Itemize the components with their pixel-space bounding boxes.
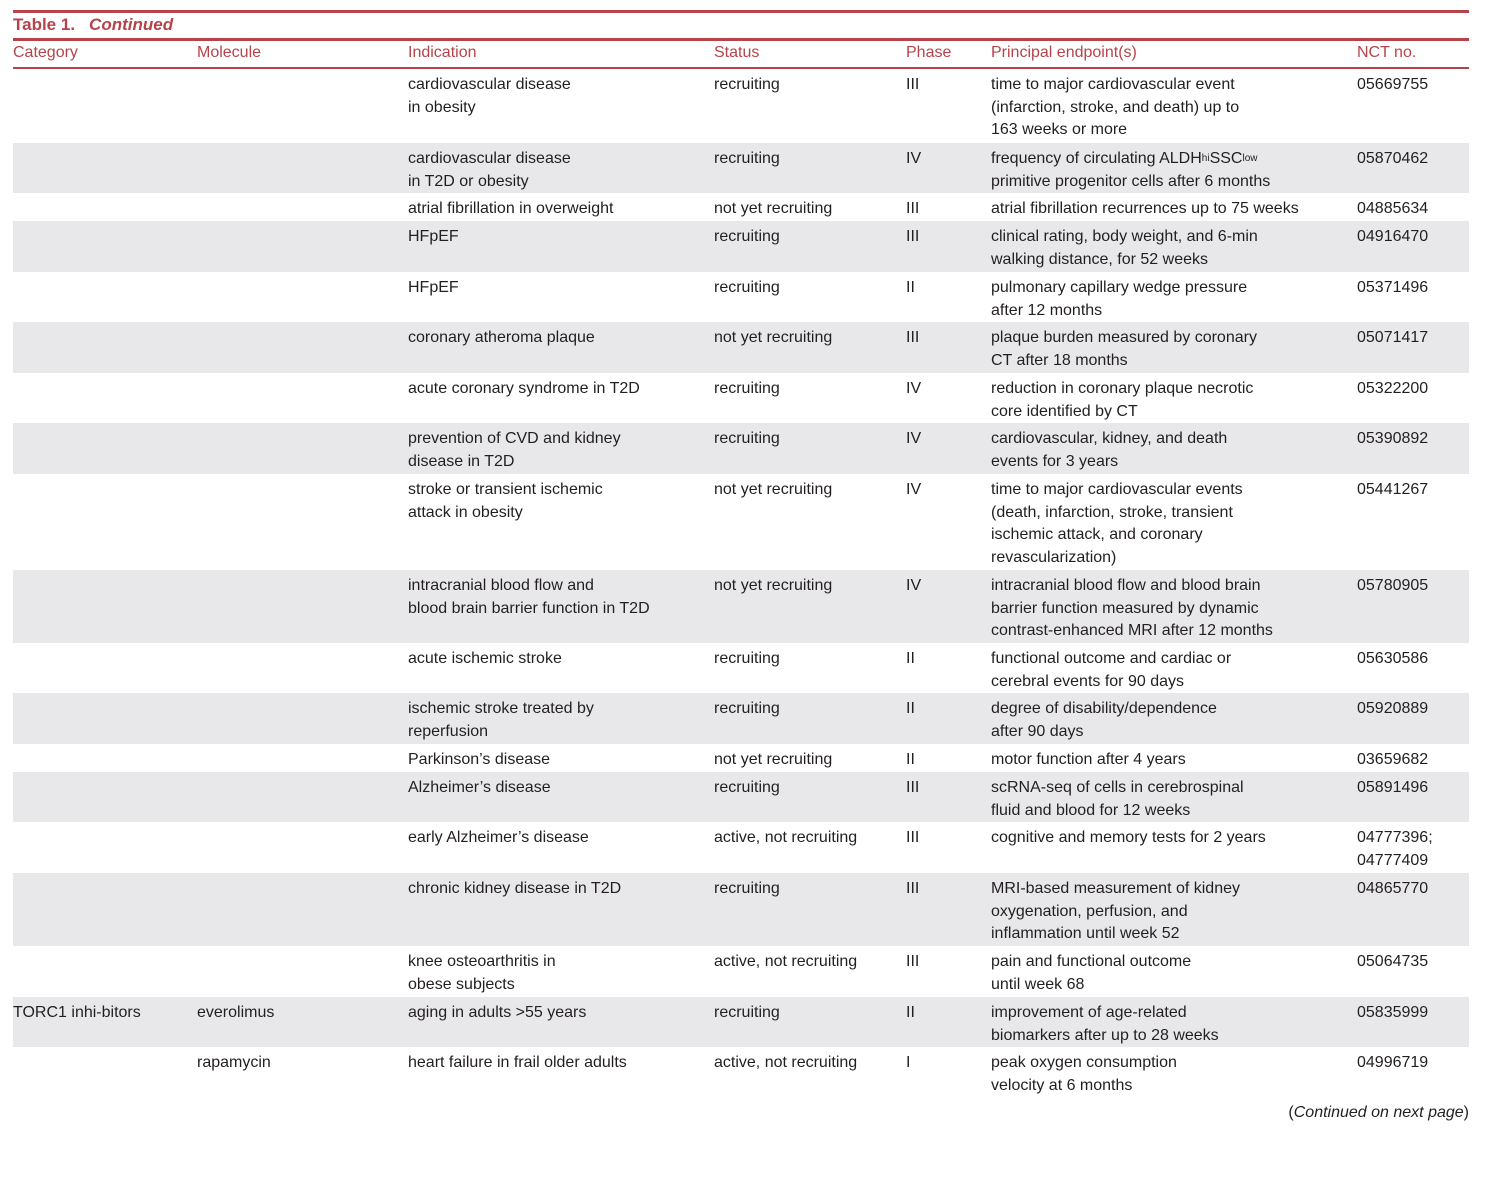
table-row — [13, 1047, 1469, 1098]
cell-nct-line: 05835999 — [1357, 1004, 1429, 1021]
continued-footnote-text: Continued on next page — [1293, 1104, 1464, 1121]
cell-nct-line: 04865770 — [1357, 880, 1429, 897]
cell-nct-line: 04916470 — [1357, 228, 1429, 245]
cell-endpoint-line: time to major cardiovascular event — [991, 76, 1235, 93]
cell-nct-line: 05870462 — [1357, 150, 1429, 167]
cell-status: not yet recruiting — [714, 751, 833, 768]
cell-endpoint-line: cerebral events for 90 days — [991, 672, 1184, 690]
cell-molecule: everolimus — [197, 1004, 275, 1021]
cell-nct-line: 05669755 — [1357, 76, 1429, 93]
cell-indication-line: HFpEF — [408, 279, 459, 296]
cell-indication-line: coronary atheroma plaque — [408, 329, 595, 346]
cell-category: TORC1 inhi-bitors — [13, 1004, 141, 1021]
cell-nct-line: 05441267 — [1357, 481, 1429, 498]
cell-indication — [408, 1052, 627, 1075]
cell-phase: III — [906, 953, 920, 970]
cell-endpoint-line: peak oxygen consumption — [991, 1054, 1177, 1071]
cell-indication — [408, 327, 595, 350]
cell-phase: III — [906, 829, 920, 846]
cell-endpoint-line: MRI-based measurement of kidney — [991, 880, 1240, 897]
cell-nct — [1357, 1002, 1428, 1025]
cell-status: not yet recruiting — [714, 481, 833, 498]
cell-phase: IV — [906, 577, 922, 594]
cell-phase: IV — [906, 150, 922, 167]
cell-indication — [408, 827, 589, 850]
cell-endpoint-line: oxygenation, perfusion, and — [991, 902, 1188, 920]
cell-endpoint-line: until week 68 — [991, 975, 1085, 993]
cell-endpoint-line: improvement of age-related — [991, 1004, 1187, 1021]
cell-nct-line: 04996719 — [1357, 1054, 1429, 1071]
cell-phase: III — [906, 228, 920, 245]
cell-indication-line: blood brain barrier function in T2D — [408, 599, 650, 617]
table-row — [13, 570, 1469, 643]
cell-endpoint-line: 163 weeks or more — [991, 121, 1128, 138]
cell-nct-line: 04885634 — [1357, 200, 1429, 217]
cell-indication — [408, 648, 562, 671]
cell-endpoint — [991, 698, 1217, 743]
cell-nct — [1357, 226, 1428, 249]
cell-phase: III — [906, 200, 920, 217]
cell-nct-line: 05071417 — [1357, 329, 1429, 346]
cell-phase: IV — [906, 481, 922, 498]
table-top-rule — [13, 10, 1469, 13]
cell-nct — [1357, 479, 1428, 502]
cell-endpoint — [991, 327, 1257, 372]
cell-endpoint — [991, 648, 1231, 693]
cell-endpoint — [991, 378, 1253, 423]
table-caption-label: Table 1. — [13, 15, 76, 34]
cell-phase: IV — [906, 430, 922, 447]
cell-indication-line: obese subjects — [408, 975, 515, 993]
cell-status: recruiting — [714, 430, 780, 447]
cell-phase: II — [906, 700, 915, 717]
cell-endpoint-line: velocity at 6 months — [991, 1076, 1133, 1094]
cell-phase: II — [906, 650, 915, 667]
cell-indication-line: disease in T2D — [408, 452, 515, 470]
table-row — [13, 221, 1469, 272]
cell-indication — [408, 226, 459, 249]
cell-endpoint — [991, 148, 1270, 193]
table-header-row — [13, 44, 1469, 66]
cell-endpoint — [991, 277, 1247, 322]
cell-nct-line: 05780905 — [1357, 577, 1429, 594]
cell-status: recruiting — [714, 76, 780, 93]
cell-nct-line: 05322200 — [1357, 380, 1429, 397]
cell-endpoint-line: cardiovascular, kidney, and death — [991, 430, 1228, 447]
cell-endpoint — [991, 777, 1244, 822]
cell-endpoint-line: CT after 18 months — [991, 351, 1128, 369]
cell-nct — [1357, 378, 1428, 401]
cell-indication-line: chronic kidney disease in T2D — [408, 880, 622, 897]
cell-nct-line: 05371496 — [1357, 279, 1429, 296]
table-row — [13, 772, 1469, 822]
cell-phase: III — [906, 880, 920, 897]
cell-indication-line: HFpEF — [408, 228, 459, 245]
cell-nct-line: 04777396; — [1357, 829, 1433, 846]
table-row — [13, 873, 1469, 946]
cell-endpoint — [991, 951, 1191, 996]
cell-nct-line: 04777409 — [1357, 851, 1429, 869]
cell-nct — [1357, 1052, 1428, 1075]
cell-indication-line: ischemic stroke treated by — [408, 700, 594, 717]
cell-indication — [408, 1002, 586, 1025]
cell-indication — [408, 698, 594, 743]
header-nct: NCT no. — [1357, 44, 1417, 61]
header-indication: Indication — [408, 44, 477, 61]
cell-indication — [408, 479, 603, 524]
table-row — [13, 946, 1469, 997]
cell-endpoint — [991, 1052, 1177, 1097]
cell-indication — [408, 575, 650, 620]
cell-endpoint-line: ischemic attack, and coronary — [991, 526, 1203, 543]
cell-status: active, not recruiting — [714, 1054, 858, 1071]
cell-indication — [408, 878, 621, 901]
cell-molecule: rapamycin — [197, 1054, 271, 1071]
cell-phase: III — [906, 76, 920, 93]
table-row — [13, 272, 1469, 322]
cell-endpoint-line: reduction in coronary plaque necrotic — [991, 380, 1254, 397]
cell-nct-line: 05891496 — [1357, 779, 1429, 796]
cell-nct-line: 03659682 — [1357, 751, 1429, 768]
cell-status: recruiting — [714, 150, 780, 167]
cell-status: recruiting — [714, 779, 780, 796]
cell-indication — [408, 777, 551, 800]
cell-endpoint — [991, 479, 1243, 569]
cell-endpoint-line: functional outcome and cardiac or — [991, 650, 1232, 667]
cell-endpoint — [991, 74, 1239, 142]
cell-endpoint-line: after 12 months — [991, 301, 1103, 319]
cell-indication — [408, 148, 571, 193]
table-row — [13, 193, 1469, 221]
cell-endpoint-line: clinical rating, body weight, and 6-min — [991, 228, 1258, 245]
cell-nct-line: 05390892 — [1357, 430, 1429, 447]
cell-nct — [1357, 198, 1428, 221]
cell-phase: II — [906, 279, 915, 296]
cell-status: not yet recruiting — [714, 200, 833, 217]
cell-endpoint-line: revascularization) — [991, 548, 1117, 566]
cell-endpoint-line: atrial fibrillation recurrences up to 75 weeks — [991, 200, 1299, 217]
cell-status: recruiting — [714, 279, 780, 296]
cell-indication-line: in obesity — [408, 98, 476, 116]
cell-indication-line: Alzheimer’s disease — [408, 779, 551, 796]
cell-indication — [408, 749, 550, 772]
cell-endpoint-line: barrier function measured by dynamic — [991, 599, 1259, 617]
cell-phase: I — [906, 1054, 911, 1071]
cell-indication-line: aging in adults >55 years — [408, 1004, 587, 1021]
cell-endpoint — [991, 878, 1240, 946]
cell-endpoint-line: motor function after 4 years — [991, 751, 1186, 768]
table-row — [13, 693, 1469, 744]
cell-nct — [1357, 575, 1428, 598]
cell-endpoint-line: scRNA-seq of cells in cerebrospinal — [991, 779, 1244, 796]
header-category: Category — [13, 44, 78, 61]
cell-indication-line: Parkinson’s disease — [408, 751, 551, 768]
cell-endpoint-line: walking distance, for 52 weeks — [991, 250, 1208, 268]
table-row — [13, 822, 1469, 873]
cell-status: recruiting — [714, 228, 780, 245]
cell-nct — [1357, 648, 1428, 671]
cell-nct — [1357, 951, 1428, 974]
cell-indication — [408, 951, 556, 996]
cell-indication-line: acute coronary syndrome in T2D — [408, 380, 640, 397]
header-phase: Phase — [906, 44, 952, 61]
cell-status: recruiting — [714, 700, 780, 717]
cell-endpoint-line: cognitive and memory tests for 2 years — [991, 829, 1266, 846]
cell-status: active, not recruiting — [714, 953, 858, 970]
table-row — [13, 423, 1469, 474]
cell-endpoint-line: (death, infarction, stroke, transient — [991, 503, 1233, 521]
table-row — [13, 143, 1469, 193]
cell-endpoint — [991, 749, 1186, 772]
cell-phase: III — [906, 329, 920, 346]
cell-indication — [408, 378, 640, 401]
table-row — [13, 744, 1469, 772]
table-row — [13, 322, 1469, 373]
cell-endpoint-line: pain and functional outcome — [991, 953, 1192, 970]
cell-endpoint — [991, 1002, 1219, 1047]
table-row — [13, 69, 1469, 143]
cell-endpoint — [991, 226, 1258, 271]
cell-endpoint-line: pulmonary capillary wedge pressure — [991, 279, 1248, 296]
cell-endpoint-line: events for 3 years — [991, 452, 1119, 470]
cell-phase: IV — [906, 380, 922, 397]
cell-nct — [1357, 277, 1428, 300]
cell-endpoint — [991, 827, 1266, 850]
cell-indication-line: heart failure in frail older adults — [408, 1054, 627, 1071]
cell-nct — [1357, 74, 1428, 97]
cell-status: recruiting — [714, 1004, 780, 1021]
cell-endpoint — [991, 198, 1299, 221]
cell-indication-line: atrial fibrillation in overweight — [408, 200, 614, 217]
cell-status: recruiting — [714, 650, 780, 667]
cell-status: recruiting — [714, 880, 780, 897]
cell-indication — [408, 428, 621, 473]
cell-indication-line: early Alzheimer’s disease — [408, 829, 589, 846]
cell-nct — [1357, 878, 1428, 901]
cell-indication-line: in T2D or obesity — [408, 172, 529, 190]
cell-endpoint-line: (infarction, stroke, and death) up to — [991, 98, 1240, 116]
cell-indication-line: prevention of CVD and kidney — [408, 430, 621, 447]
cell-indication — [408, 198, 613, 221]
cell-endpoint-line: intracranial blood flow and blood brain — [991, 577, 1261, 594]
cell-endpoint-line: contrast-enhanced MRI after 12 months — [991, 622, 1273, 639]
header-status: Status — [714, 44, 760, 61]
cell-endpoint-line: degree of disability/dependence — [991, 700, 1217, 717]
cell-phase: II — [906, 751, 915, 768]
cell-indication-line: reperfusion — [408, 722, 489, 740]
cell-indication-line: acute ischemic stroke — [408, 650, 562, 667]
cell-nct-line: 05630586 — [1357, 650, 1429, 667]
cell-nct — [1357, 327, 1428, 350]
cell-nct — [1357, 827, 1433, 872]
cell-nct — [1357, 777, 1428, 800]
cell-endpoint-line: time to major cardiovascular events — [991, 481, 1243, 498]
table-caption — [13, 15, 173, 35]
cell-nct-line: 05920889 — [1357, 700, 1429, 717]
cell-phase: II — [906, 1004, 915, 1021]
cell-endpoint-line: primitive progenitor cells after 6 months — [991, 172, 1271, 190]
cell-indication-line: cardiovascular disease — [408, 76, 571, 93]
cell-status: active, not recruiting — [714, 829, 858, 846]
cell-indication-line: intracranial blood flow and — [408, 577, 594, 594]
cell-status: not yet recruiting — [714, 329, 833, 346]
header-endpoint: Principal endpoint(s) — [991, 44, 1137, 61]
cell-indication — [408, 277, 459, 300]
continued-footnote: (Continued on next page) — [1288, 1104, 1469, 1121]
cell-endpoint — [991, 428, 1227, 473]
table-row — [13, 997, 1469, 1047]
cell-endpoint-line: fluid and blood for 12 weeks — [991, 801, 1191, 819]
cell-status: recruiting — [714, 380, 780, 397]
table-row — [13, 643, 1469, 693]
cell-indication-line: cardiovascular disease — [408, 150, 571, 167]
cell-endpoint-line: frequency of circulating $ALDH^{hi}SSC^{low}$ — [991, 150, 1258, 167]
cell-nct-line: 05064735 — [1357, 953, 1429, 970]
cell-endpoint-line: after 90 days — [991, 722, 1084, 740]
cell-nct — [1357, 148, 1428, 171]
cell-endpoint-line: core identified by CT — [991, 402, 1138, 420]
cell-nct — [1357, 698, 1428, 721]
table-row — [13, 373, 1469, 423]
cell-nct — [1357, 749, 1428, 772]
cell-endpoint-line: inflammation until week 52 — [991, 925, 1180, 942]
cell-nct — [1357, 428, 1428, 451]
cell-indication-line: stroke or transient ischemic — [408, 481, 603, 498]
cell-endpoint — [991, 575, 1273, 643]
table-caption-continued: Continued — [89, 15, 174, 34]
cell-indication-line: attack in obesity — [408, 503, 523, 521]
header-molecule: Molecule — [197, 44, 262, 61]
table-row — [13, 474, 1469, 570]
table-body — [13, 69, 1469, 1098]
cell-status: not yet recruiting — [714, 577, 833, 594]
cell-endpoint-line: plaque burden measured by coronary — [991, 329, 1257, 346]
cell-endpoint-line: biomarkers after up to 28 weeks — [991, 1026, 1219, 1044]
cell-phase: III — [906, 779, 920, 796]
header-top-rule — [13, 38, 1469, 41]
cell-indication — [408, 74, 571, 119]
cell-indication-line: knee osteoarthritis in — [408, 953, 556, 970]
